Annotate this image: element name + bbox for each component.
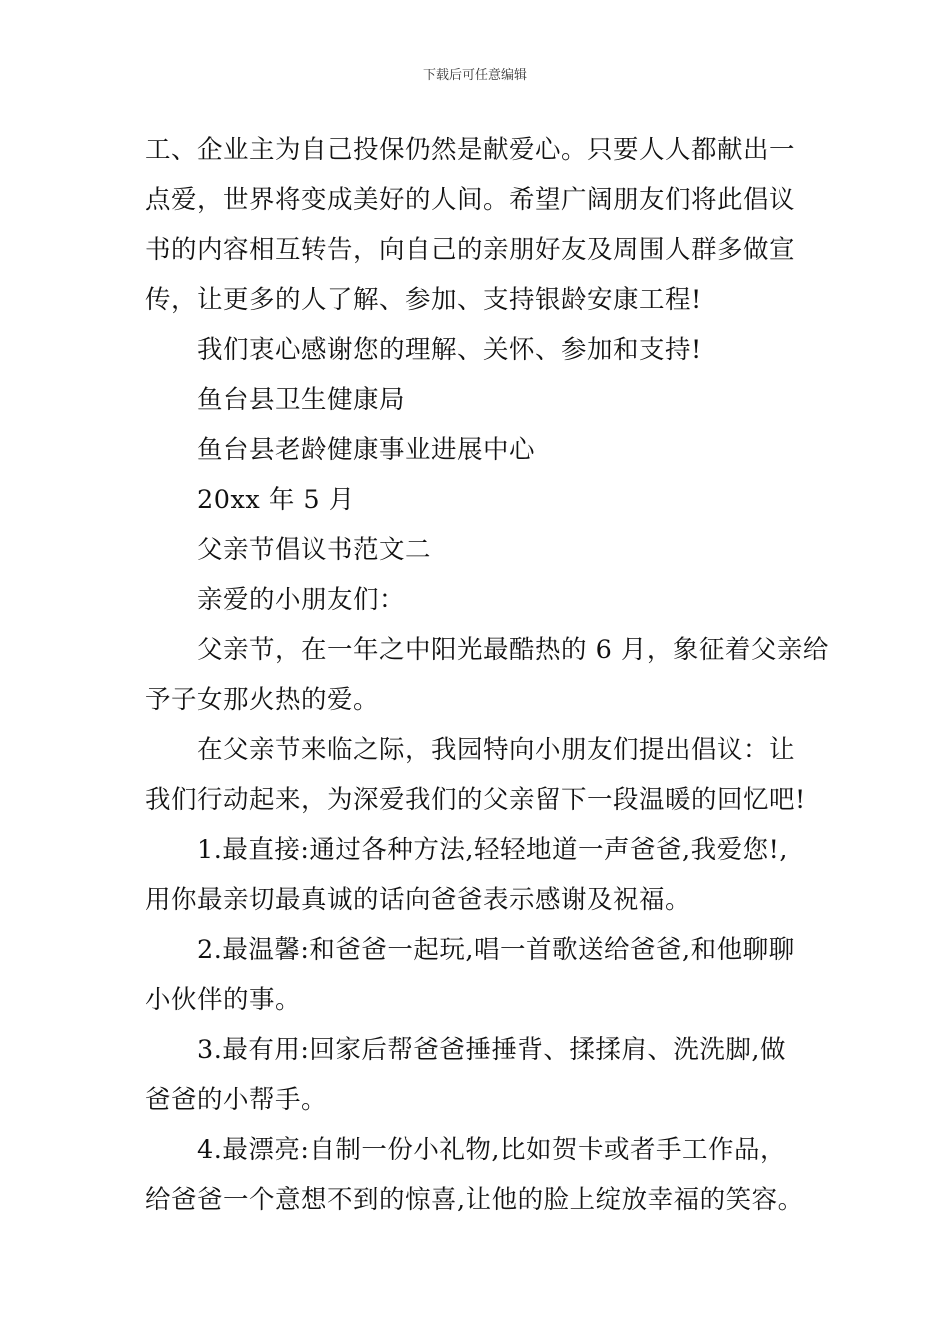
text-line: 父亲节，在一年之中阳光最酷热的 6 月，象征着父亲给	[197, 635, 829, 665]
signature-date: 20xx 年 5 月	[197, 485, 355, 515]
text-line: 在父亲节来临之际，我园特向小朋友们提出倡议：让	[197, 735, 796, 765]
salutation: 亲爱的小朋友们：	[197, 585, 406, 615]
text-line: 传，让更多的人了解、参加、支持银龄安康工程!	[145, 285, 702, 315]
text-line: 我们行动起来，为深爱我们的父亲留下一段温暖的回忆吧!	[145, 785, 806, 815]
list-item: 2.最温馨:和爸爸一起玩,唱一首歌送给爸爸,和他聊聊	[197, 935, 795, 965]
text-line: 给爸爸一个意想不到的惊喜,让他的脸上绽放幸福的笑容。	[145, 1185, 804, 1215]
text-line: 我们衷心感谢您的理解、关怀、参加和支持!	[197, 335, 702, 365]
signature-organization: 鱼台县卫生健康局	[197, 385, 406, 415]
text-line: 小伙伴的事。	[145, 985, 302, 1015]
text-line: 爸爸的小帮手。	[145, 1085, 328, 1115]
list-item: 3.最有用:回家后帮爸爸捶捶背、揉揉肩、洗洗脚,做	[197, 1035, 787, 1065]
text-line: 用你最亲切最真诚的话向爸爸表示感谢及祝福。	[145, 885, 692, 915]
list-item: 4.最漂亮:自制一份小礼物,比如贺卡或者手工作品，	[197, 1135, 787, 1165]
signature-organization: 鱼台县老龄健康事业进展中心	[197, 435, 536, 465]
document-body	[145, 125, 829, 1225]
text-line: 点爱，世界将变成美好的人间。希望广阔朋友们将此倡议	[145, 185, 796, 215]
text-line: 工、企业主为自己投保仍然是献爱心。只要人人都献出一	[145, 135, 796, 165]
list-item: 1.最直接:通过各种方法,轻轻地道一声爸爸,我爱您!,	[197, 835, 788, 865]
page-header: 下载后可任意编辑	[422, 68, 527, 83]
section-title: 父亲节倡议书范文二	[197, 535, 432, 565]
text-line: 书的内容相互转告，向自己的亲朋好友及周围人群多做宣	[145, 235, 796, 265]
text-line: 予子女那火热的爱。	[145, 685, 380, 715]
